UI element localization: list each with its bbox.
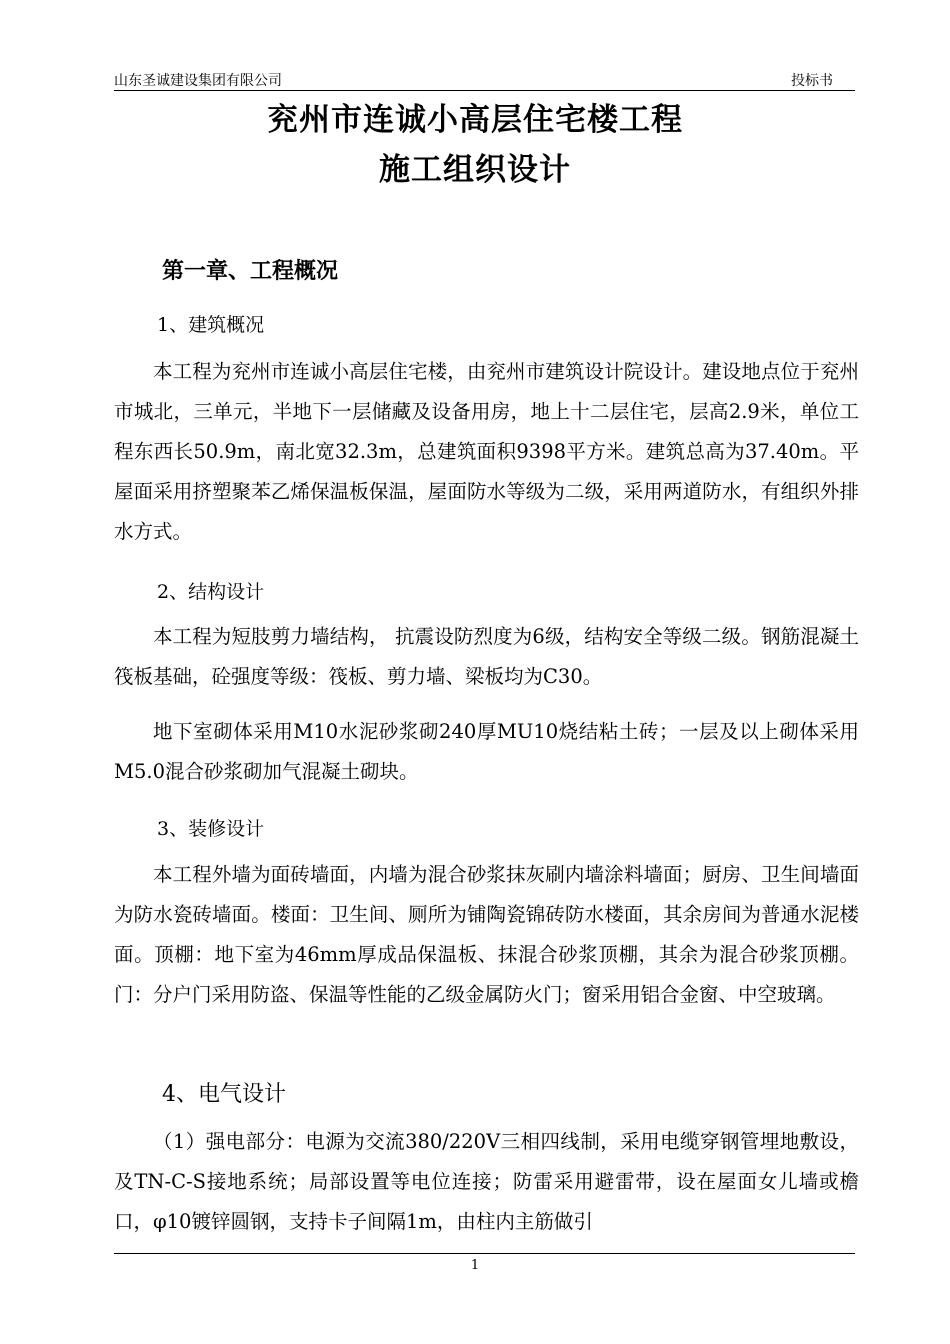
page-number: 1	[470, 1258, 480, 1273]
paragraph-building-overview: 本工程为兖州市连诚小高层住宅楼，由兖州市建筑设计院设计。建设地点位于兖州市城北，三单元，半地下一层储藏及设备用房，地上十二层住宅，层高2.9米，单位工程东西长50.9m，南北宽32.3m，总建筑面积9398平方米。建筑总高为37.40m。平屋面采用挤塑聚苯乙烯保温板保温，屋面防水等级为二级，采用两道防水，有组织外排水方式。	[114, 360, 859, 543]
paragraph-structure-1: 本工程为短肢剪力墙结构， 抗震设防烈度为6级，结构安全等级二级。钢筋混凝土筏板基础，砼强度等级：筏板、剪力墙、梁板均为C30。	[114, 625, 859, 688]
section-heading-building: 1、建筑概况	[157, 314, 265, 336]
section-heading-decoration: 3、装修设计	[157, 818, 265, 840]
page-header	[114, 68, 855, 91]
document-title-line2: 施工组织设计	[379, 152, 571, 188]
header-company: 山东圣诚建设集团有限公司	[114, 73, 282, 89]
header-doc-type: 投标书	[791, 73, 833, 89]
section-heading-electrical: 4、电气设计	[162, 1082, 286, 1107]
paragraph-structure-2: 地下室砌体采用M10水泥砂浆砌240厚MU10烧结粘土砖；一层及以上砌体采用M5.0混合砂浆砌加气混凝土砌块。	[114, 720, 859, 783]
section-heading-structure: 2、结构设计	[157, 581, 265, 603]
paragraph-electrical: （1）强电部分：电源为交流380/220V三相四线制，采用电缆穿钢管埋地敷设，及TN-C-S接地系统；局部设置等电位连接；防雷采用避雷带，设在屋面女儿墙或檐口，φ10镀锌圆钢，支持卡子间隔1m，由柱内主筋做引	[114, 1130, 859, 1233]
document-title-line1: 兖州市连诚小高层住宅楼工程	[267, 102, 683, 138]
footer-divider	[114, 1253, 855, 1254]
paragraph-decoration: 本工程外墙为面砖墙面，内墙为混合砂浆抹灰刷内墙涂料墙面；厨房、卫生间墙面为防水瓷砖墙面。楼面：卫生间、厕所为铺陶瓷锦砖防水楼面，其余房间为普通水泥楼面。顶棚：地下室为46mm厚成品保温板、抹混合砂浆顶棚，其余为混合砂浆顶棚。门：分户门采用防盗、保温等性能的乙级金属防火门；窗采用铝合金窗、中空玻璃。	[114, 863, 859, 1006]
chapter-heading: 第一章、工程概况	[162, 259, 339, 284]
